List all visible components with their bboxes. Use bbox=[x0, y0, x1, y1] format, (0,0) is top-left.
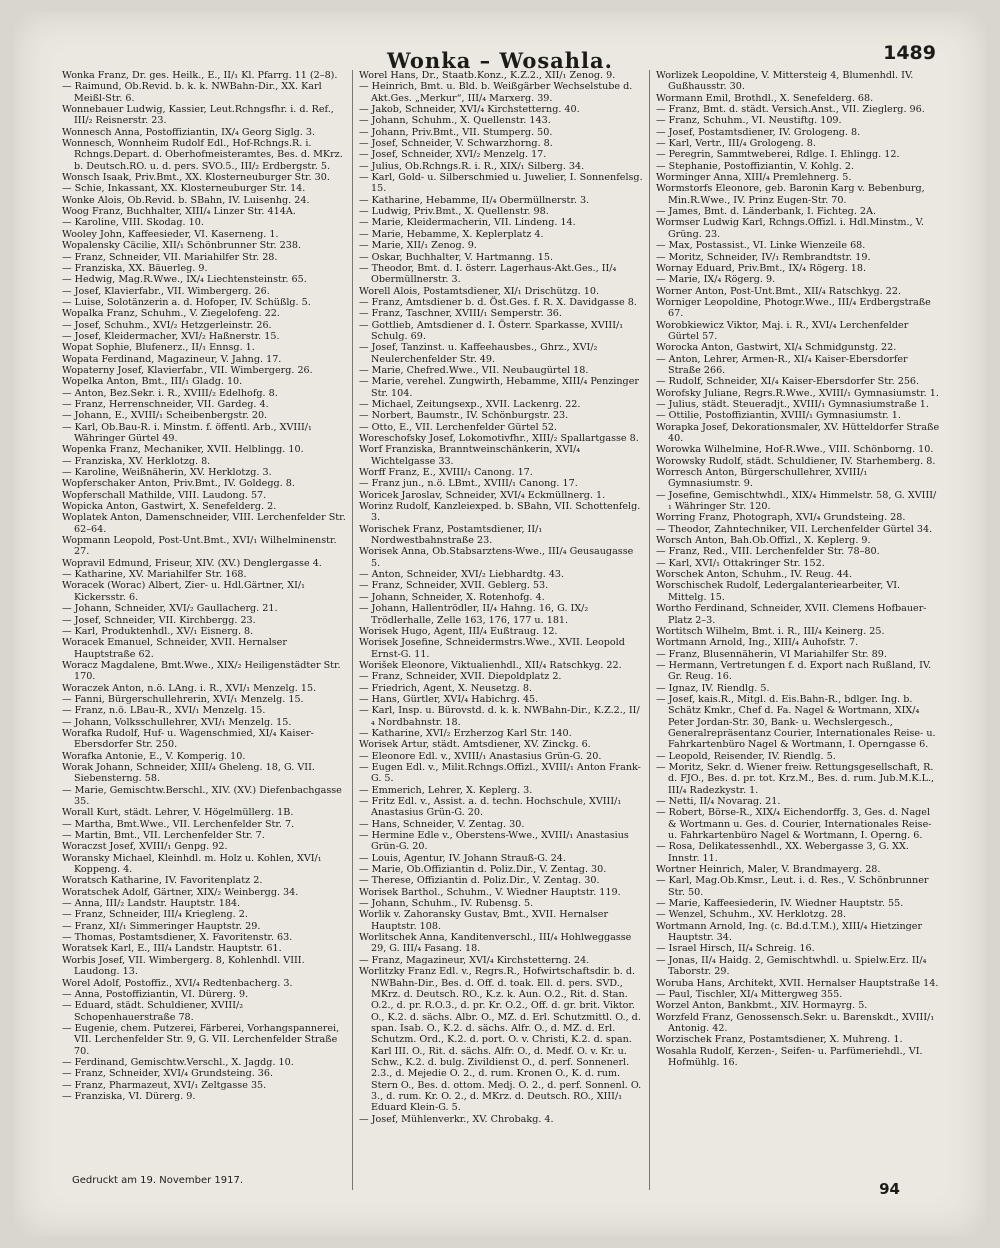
directory-entry: Worocka Anton, Gastwirt, XI/₄ Schmidgunstg. 22. bbox=[656, 342, 897, 354]
directory-entry: — Franz, Bmt. d. städt. Versich.Anst., VII. Zieglerg. 96. bbox=[656, 104, 925, 116]
directory-entry: — Josef, Tanzinst. u. Kaffeehausbes., Ghrz., XVI/₂ Neulerchenfelder Str. 49. bbox=[359, 342, 598, 365]
directory-entry: — Louis, Agentur, IV. Johann Strauß-G. 24. bbox=[359, 852, 566, 864]
directory-entry: Worisek Artur, städt. Amtsdiener, XV. Zinckg. 6. bbox=[359, 739, 591, 751]
directory-entry: Worniger Leopoldine, Photogr.Wwe., III/₄ Erdbergstraße 67. bbox=[656, 296, 931, 320]
directory-entry: — Johann, Schneider, XVI/₂ Gaullacherg. 21. bbox=[62, 603, 278, 615]
directory-entry: Wopravil Edmund, Friseur, XIV. (XV.) Denglergasse 4. bbox=[62, 557, 322, 569]
directory-entry: — Karl, Ob.Bau-R. i. Minstm. f. öffentl. Arb., XVIII/₁ Währinger Gürtel 49. bbox=[62, 421, 312, 444]
running-title: Wonka – Wosahla. bbox=[387, 48, 613, 73]
directory-entry: Worner Anton, Post-Unt.Bmt., XII/₄ Ratschkyg. 22. bbox=[656, 285, 902, 297]
directory-entry: — Friedrich, Agent, X. Neusetzg. 8. bbox=[359, 682, 533, 694]
directory-entry: — Eduard, städt. Schuldiener, XVIII/₂ Schopenhauerstraße 78. bbox=[62, 1000, 244, 1023]
directory-entry: Worel Hans, Dr., Staatb.Konz., K.Z.2., XII/₁ Zenog. 9. bbox=[359, 70, 616, 81]
directory-entry: Wopaterny Josef, Klavierfabr., VII. Wimbergerg. 26. bbox=[62, 364, 313, 376]
directory-entry: — Theodor, Zahntechniker, VII. Lerchenfelder Gürtel 34. bbox=[656, 523, 933, 535]
directory-entry: Worbis Josef, VII. Wimbergerg. 8, Kohlenhdl. VIII. Laudong. 13. bbox=[62, 954, 305, 978]
directory-entry: — Rosa, Delikatessenhdl., XX. Webergasse 3, G. XX. Innstr. 11. bbox=[656, 841, 909, 864]
directory-entry: — Ignaz, IV. Riendlg. 5. bbox=[656, 682, 770, 694]
directory-entry: Wonke Alois, Ob.Revid. b. SBahn, IV. Luisenhg. 24. bbox=[62, 194, 310, 206]
directory-entry: — Luise, Solotänzerin a. d. Hofoper, IV. Schüßlg. 5. bbox=[62, 296, 311, 308]
directory-entry: Wosahla Rudolf, Kerzen-, Seifen- u. Parfümeriehdl., VI. Hofmühlg. 16. bbox=[656, 1045, 923, 1068]
directory-entry: Worzel Anton, Bankbmt., XIV. Hormayrg. 5. bbox=[656, 1000, 868, 1012]
directory-entry: — Jonas, II/₄ Haidg. 2, Gemischtwhdl. u. Spielw.Erz. II/₄ Taborstr. 29. bbox=[656, 954, 927, 978]
directory-entry: — Heinrich, Bmt. u. Bld. b. Weißgärber Wechselstube d. Akt.Ges. „Merkur“, III/₄ Marxerg. 39. bbox=[359, 81, 633, 104]
directory-entry: — Johann, Priv.Bmt., VII. Stumperg. 50. bbox=[359, 126, 553, 138]
directory-entry: — Franz, Red., VIII. Lerchenfelder Str. 78–80. bbox=[656, 546, 880, 558]
directory-entry: — Hans, Gürtler, XVI/₄ Habichrg. 45. bbox=[359, 693, 539, 705]
directory-entry: Wonka Franz, Dr. ges. Heilk., E., II/₁ Kl. Pfarrg. 11 (2–8). bbox=[62, 70, 338, 81]
directory-entry: — Jakob, Schneider, XVI/₄ Kirchstetterng. 40. bbox=[359, 104, 580, 116]
directory-entry: — Leopold, Reisender, IV. Riendlg. 5. bbox=[656, 750, 836, 762]
directory-entry: Worowsky Rudolf, städt. Schuldiener, IV. Starhemberg. 8. bbox=[656, 455, 936, 467]
page-header bbox=[14, 32, 986, 72]
directory-entry: Wopferschall Mathilde, VIII. Laudong. 57. bbox=[62, 489, 267, 501]
directory-entry: Worzfeld Franz, Genossensch.Sekr. u. Barenskdt., XVIII/₁ Antonig. 42. bbox=[656, 1011, 935, 1034]
directory-entry: — Franz, Schneider, VII. Mariahilfer Str. 28. bbox=[62, 251, 278, 263]
directory-entry: Worafka Rudolf, Huf- u. Wagenschmied, XI/₄ Kaiser-Ebersdorfer Str. 250. bbox=[62, 727, 314, 751]
directory-entry: — Marie, Kleidermacherin, VII. Lindeng. 14. bbox=[359, 217, 576, 229]
directory-entry: Woracek Emanuel, Schneider, XVII. Hernalser Hauptstraße 62. bbox=[62, 637, 287, 660]
directory-entry: — Franziska, XX. Bäuerleg. 9. bbox=[62, 262, 208, 274]
directory-entry: — Josef, Schneider, XVI/₂ Menzelg. 17. bbox=[359, 149, 547, 161]
directory-entry: — Johann, Volksschullehrer, XVI/₁ Menzelg. 15. bbox=[62, 716, 292, 728]
directory-entry: — Raimund, Ob.Revid. b. k. k. NWBahn-Dir., XX. Karl Meißl-Str. 6. bbox=[62, 81, 322, 104]
directory-entry: — Josef, Schuhm., XVI/₂ Hetzgerleinstr. 26. bbox=[62, 319, 272, 331]
directory-entry: Wortitsch Wilhelm, Bmt. i. R., III/₄ Keinerg. 25. bbox=[656, 625, 885, 637]
directory-entry: — James, Bmt. d. Länderbank, I. Fichteg. 2A. bbox=[656, 206, 876, 218]
directory-entry: — Paul, Tischler, XI/₄ Mittergweg 355. bbox=[656, 988, 843, 1000]
directory-entry: — Johann, Schneider, X. Rotenhofg. 4. bbox=[359, 591, 545, 603]
directory-columns bbox=[56, 70, 946, 1190]
directory-entry: Woraczst Josef, XVIII/₁ Genpg. 92. bbox=[62, 841, 228, 853]
directory-entry: — Marie, Hebamme, X. Keplerplatz 4. bbox=[359, 228, 544, 240]
directory-entry: — Marie, verehel. Zungwirth, Hebamme, XIII/₄ Penzinger Str. 104. bbox=[359, 376, 639, 399]
directory-entry: Worlizek Leopoldine, V. Mittersteig 4, Blumenhdl. IV. Gußhausstr. 30. bbox=[656, 70, 914, 93]
directory-entry: — Oskar, Buchhalter, V. Hartmanng. 15. bbox=[359, 251, 554, 263]
directory-entry: Worobkiewicz Viktor, Maj. i. R., XVI/₄ Lerchenfelder Gürtel 57. bbox=[656, 319, 909, 342]
directory-entry: Wornay Eduard, Priv.Bmt., IX/₄ Rögerg. 18. bbox=[656, 262, 867, 274]
directory-entry: Wopelka Anton, Bmt., III/₁ Gladg. 10. bbox=[62, 376, 243, 388]
directory-entry: — Johann, Schuhm., IV. Rubensg. 5. bbox=[359, 898, 534, 910]
directory-entry: Wortmann Arnold, Ing., XIII/₄ Auhofstr. 7. bbox=[656, 637, 859, 649]
column-2 bbox=[352, 70, 649, 1190]
directory-entry: — Franz, Schneider, III/₄ Kriegleng. 2. bbox=[62, 909, 248, 921]
directory-entry: — Marie, Gemischtw.Berschl., XIV. (XV.) Diefenbachgasse 35. bbox=[62, 784, 342, 807]
directory-entry: — Wenzel, Schuhm., XV. Herklotzg. 28. bbox=[656, 909, 847, 921]
directory-entry: — Franz, Pharmazeut, XVI/₁ Zeltgasse 35. bbox=[62, 1079, 267, 1091]
directory-entry: — Rudolf, Schneider, XI/₄ Kaiser-Ebersdorfer Str. 256. bbox=[656, 376, 920, 388]
directory-entry: — Hermann, Vertretungen f. d. Export nach Rußland, IV. Gr. Reug. 16. bbox=[656, 659, 932, 683]
directory-entry: — Franz, Blusennäherin, VI Mariahilfer Str. 89. bbox=[656, 648, 887, 660]
directory-entry: Worsch Anton, Bah.Ob.Offizl., X. Keplerg. 9. bbox=[656, 535, 871, 547]
directory-entry: Worell Alois, Postamtsdiener, XI/₁ Drischützg. 10. bbox=[359, 285, 600, 297]
directory-entry: — Michael, Zeitungsexp., XVII. Lackenrg. 22. bbox=[359, 398, 581, 410]
directory-entry: Wopenka Franz, Mechaniker, XVII. Helblingg. 10. bbox=[62, 444, 304, 456]
directory-entry: Worisek Anna, Ob.Stabsarztens-Wwe., III/₄ Geusaugasse 5. bbox=[359, 546, 634, 569]
directory-entry: Woransky Michael, Kleinhdl. m. Holz u. Kohlen, XVI/₁ Koppeng. 4. bbox=[62, 852, 322, 876]
directory-entry: — Franz, Schuhm., VI. Neustiftg. 109. bbox=[656, 115, 842, 127]
directory-entry: — Franz, Schneider, XVII. Diepoldplatz 2. bbox=[359, 671, 562, 683]
directory-entry: — Josef, Schneider, V. Schwarzhorng. 8. bbox=[359, 138, 553, 150]
column-3 bbox=[649, 70, 946, 1190]
directory-entry: — Netti, II/₄ Novarag. 21. bbox=[656, 796, 781, 807]
directory-entry: Worisek Hugo, Agent, III/₄ Eußtraug. 12. bbox=[359, 625, 558, 637]
directory-entry: — Josef, Postamtsdiener, IV. Grologeng. 8. bbox=[656, 126, 861, 138]
directory-entry: — Moritz, Schneider, IV/₁ Rembrandtstr. 19. bbox=[656, 251, 871, 263]
directory-entry: — Franz, Schneider, XVII. Geblerg. 53. bbox=[359, 580, 549, 592]
directory-entry: — Franz, Schneider, XVI/₄ Grundsteing. 36. bbox=[62, 1068, 274, 1080]
directory-entry: — Anton, Lehrer, Armen-R., XI/₄ Kaiser-Ebersdorfer Straße 266. bbox=[656, 353, 908, 376]
directory-entry: — Julius, Ob.Rchngs.R. i. R., XIX/₁ Silberg. 34. bbox=[359, 160, 585, 172]
directory-entry: — Ottilie, Postoffiziantin, XVIII/₁ Gymnasiumstr. 1. bbox=[656, 410, 901, 422]
directory-page bbox=[14, 12, 986, 1236]
directory-entry: — Anton, Bez.Sekr. i. R., XVIII/₂ Edelhofg. 8. bbox=[62, 387, 278, 399]
directory-entry: Worapka Josef, Dekorationsmaler, XV. Hütteldorfer Straße 40. bbox=[656, 421, 940, 444]
directory-entry: — Franziska, VI. Dürerg. 9. bbox=[62, 1090, 196, 1102]
directory-entry: — Moritz, Sekr. d. Wiener freiw. Rettungsgesellschaft, R. d. FJO., Bes. d. pr. tot. Krz.M., Bes. d. rum. Jub.M.K.L., III/₄ Radezkystr. 1. bbox=[656, 761, 935, 796]
directory-entry: Wormann Emil, Brothdl., X. Senefelderg. 68. bbox=[656, 92, 874, 104]
directory-entry: Worischek Franz, Postamtsdiener, II/₁ Nordwestbahnstraße 23. bbox=[359, 523, 543, 547]
directory-entry: — Norbert, Baumstr., IV. Schönburgstr. 23. bbox=[359, 410, 569, 422]
directory-entry: — Hans, Schneider, V. Zentag. 30. bbox=[359, 818, 525, 830]
directory-entry: Worofsky Juliane, Regrs.R.Wwe., XVIII/₁ Gymnasiumstr. 1. bbox=[656, 387, 939, 399]
directory-entry: Wonnesch Anna, Postoffiziantin, IX/₄ Georg Siglg. 3. bbox=[62, 126, 316, 138]
directory-entry: Worminger Anna, XIII/₄ Premlehnerg. 5. bbox=[656, 172, 852, 184]
directory-entry: — Hedwig, Mag.R.Wwe., IX/₄ Liechtensteinstr. 65. bbox=[62, 274, 307, 286]
directory-entry: — Franz, Taschner, XVIII/₁ Semperstr. 36. bbox=[359, 308, 562, 320]
directory-entry: — Karoline, Weißnäherin, XV. Herklotzg. 3. bbox=[62, 467, 272, 479]
directory-entry: — Martha, Bmt.Wwe., VII. Lerchenfelder Str. 7. bbox=[62, 818, 295, 830]
directory-entry: Wonnesch, Wonnheim Rudolf Edl., Hof-Rchngs.R. i. Rchngs.Depart. d. Oberhofmeisteramtes, Bes. d. MKrz. b. Deutsch.RO. u. d. pers. SVO.5., III/₂ Erdbergstr. 5. bbox=[62, 138, 343, 172]
directory-entry: Wonnebauer Ludwig, Kassier, Leut.Rchngsfhr. i. d. Ref., III/₂ Reisnerstr. 23. bbox=[62, 104, 334, 127]
sheet-number: 94 bbox=[879, 1180, 900, 1198]
directory-entry: — Stephanie, Postoffiziantin, V. Kohlg. 2. bbox=[656, 160, 854, 172]
directory-entry: — Franz, Amtsdiener b. d. Öst.Ges. f. R. X. Davidgasse 8. bbox=[359, 296, 637, 308]
directory-entry: Wortner Heinrich, Maler, V. Brandmayerg. 28. bbox=[656, 864, 881, 876]
directory-entry: — Josefine, Gemischtwhdl., XIX/₄ Himmelstr. 58, G. XVIII/₁ Währinger Str. 120. bbox=[656, 489, 937, 513]
directory-entry: — Marie, Ob.Offiziantin d. Poliz.Dir., V. Zentag. 30. bbox=[359, 864, 607, 876]
directory-entry: Wooley John, Kaffeesieder, VI. Kaserneng. 1. bbox=[62, 228, 279, 240]
directory-entry: Worinz Rudolf, Kanzleiexped. b. SBahn, VII. Schottenfelg. 3. bbox=[359, 501, 641, 524]
directory-entry: — Therese, Offiziantin d. Poliz.Dir., V. Zentag. 30. bbox=[359, 875, 600, 887]
directory-entry: — Franz, XI/₁ Simmeringer Hauptstr. 29. bbox=[62, 920, 261, 932]
directory-entry: Worisek Barthol., Schuhm., V. Wiedner Hauptstr. 119. bbox=[359, 886, 621, 898]
print-date: Gedruckt am 19. November 1917. bbox=[72, 1175, 244, 1186]
directory-entry: — Karoline, VIII. Skodag. 10. bbox=[62, 217, 204, 229]
directory-entry: Woricek Jaroslav, Schneider, XVI/₄ Eckmüllnerg. 1. bbox=[359, 489, 606, 501]
directory-entry: Wopmann Leopold, Post-Unt.Bmt., XVI/₁ Wilhelminenstr. 27. bbox=[62, 535, 337, 558]
directory-entry: — Katharine, XV. Mariahilfer Str. 168. bbox=[62, 569, 247, 581]
directory-entry: — Eugen Edl. v., Milit.Rchngs.Offizl., XVIII/₁ Anton Frank-G. 5. bbox=[359, 761, 641, 785]
directory-entry: Worff Franz, E., XVIII/₁ Canong. 17. bbox=[359, 467, 533, 479]
directory-entry: Worafka Antonie, E., V. Komperig. 10. bbox=[62, 750, 246, 762]
directory-entry: — Peregrin, Sammtweberei, Rdlge. I. Ehlingg. 12. bbox=[656, 149, 900, 161]
directory-entry: Wortho Ferdinand, Schneider, XVII. Clemens Hofbauer-Platz 2–3. bbox=[656, 603, 927, 626]
column-1 bbox=[56, 70, 352, 1190]
directory-entry: Wormser Ludwig Karl, Rchngs.Offizl. i. Hdl.Minstm., V. Grüng. 23. bbox=[656, 217, 924, 240]
directory-entry: — Josef, Klavierfabr., VII. Wimbergerg. 26. bbox=[62, 285, 270, 297]
directory-entry: Wonsch Isaak, Priv.Bmt., XX. Klosterneuburger Str. 30. bbox=[62, 172, 330, 184]
directory-entry: — Karl, Mag.Ob.Kmsr., Leut. i. d. Res., V. Schönbrunner Str. 50. bbox=[656, 875, 929, 898]
directory-entry: — Theodor, Bmt. d. I. österr. Lagerhaus-Akt.Ges., II/₄ Obermüllnerstr. 3. bbox=[359, 262, 617, 286]
directory-entry: Worring Franz, Photograph, XVI/₄ Grundsteing. 28. bbox=[656, 512, 906, 524]
directory-entry: — Franz, Magazineur, XVI/₄ Kirchstetterng. 24. bbox=[359, 954, 590, 966]
directory-entry: Wortmann Arnold, Ing. (c. Bd.d.T.M.), XIII/₄ Hietzinger Hauptstr. 34. bbox=[656, 920, 923, 944]
directory-entry: — Marie, XII/₁ Zenog. 9. bbox=[359, 240, 477, 252]
directory-entry: — Fanni, Bürgerschullehrerin, XVI/₁ Menzelg. 15. bbox=[62, 693, 304, 705]
directory-entry: — Franz, n.ö. LBau-R., XVI/₁ Menzelg. 15. bbox=[62, 705, 266, 717]
directory-entry: — Ludwig, Priv.Bmt., X. Quellenstr. 98. bbox=[359, 206, 549, 218]
directory-entry: — Thomas, Postamtsdiener, X. Favoritenstr. 63. bbox=[62, 932, 293, 944]
directory-entry: — Anna, Postoffiziantin, VI. Dürerg. 9. bbox=[62, 988, 249, 1000]
directory-entry: Woracz Magdalene, Bmt.Wwe., XIX/₂ Heiligenstädter Str. 170. bbox=[62, 659, 341, 683]
directory-entry: — Schie, Inkassant, XX. Klosterneuburger Str. 14. bbox=[62, 183, 306, 195]
directory-entry: — Franz, Herrenschneider, VII. Gardeg. 4. bbox=[62, 398, 269, 410]
directory-entry: — Karl, Produktenhdl., XV/₁ Eisnerg. 8. bbox=[62, 625, 254, 637]
directory-entry: — Josef, kais.R., Mitgl. d. Eis.Bahn-R., bdlger. Ing. b. Schätz Kmkr., Chef d. Fa. Nagel & Wortmann, XIX/₄ Peter Jordan-Str. 30, Bank- u. Wechslergesch., Generalrepräsentanz Courier, Internationales Reise- u. Fahrkartenbüro Nagel & Wortmann, I. Operngasse 6. bbox=[656, 693, 936, 751]
directory-entry: Worowka Wilhelmine, Hof-R.Wwe., VIII. Schönborng. 10. bbox=[656, 444, 934, 456]
directory-entry: — Otto, E., VII. Lerchenfelder Gürtel 52. bbox=[359, 421, 557, 433]
directory-entry: Wopicka Anton, Gastwirt, X. Senefelderg. 2. bbox=[62, 501, 277, 513]
directory-entry: — Hermine Edle v., Oberstens-Wwe., XVIII/₁ Anastasius Grün-G. 20. bbox=[359, 830, 629, 853]
directory-entry: — Karl, Vertr., III/₄ Grologeng. 8. bbox=[656, 138, 816, 150]
directory-entry: — Karl, Gold- u. Silberschmied u. Juwelier, I. Sonnenfelsg. 15. bbox=[359, 172, 643, 195]
directory-entry: — Anton, Schneider, XVI/₂ Liebhardtg. 43. bbox=[359, 569, 565, 581]
directory-entry: Woruba Hans, Architekt, XVII. Hernalser Hauptstraße 14. bbox=[656, 977, 939, 989]
directory-entry: Wopalensky Cäcilie, XII/₁ Schönbrunner Str. 238. bbox=[62, 240, 302, 252]
directory-entry: — Marie, IX/₄ Rögerg. 9. bbox=[656, 274, 776, 286]
directory-entry: Woplatek Anton, Damenschneider, VIII. Lerchenfelder Str. 62–64. bbox=[62, 512, 346, 535]
directory-entry: Worel Adolf, Postoffiz., XVI/₄ Redtenbacherg. 3. bbox=[62, 977, 293, 989]
directory-entry: Woreschofsky Josef, Lokomotivfhr., XIII/₂ Spallartgasse 8. bbox=[359, 433, 639, 444]
directory-entry: — Gottlieb, Amtsdiener d. I. Österr. Sparkasse, XVIII/₁ Schulg. 69. bbox=[359, 319, 624, 342]
directory-entry: Worišek Eleonore, Viktualienhdl., XII/₄ Ratschkyg. 22. bbox=[359, 659, 622, 671]
directory-entry: — Emmerich, Lehrer, X. Keplerg. 3. bbox=[359, 784, 533, 796]
directory-entry: Worzischek Franz, Postamtsdiener, X. Muhreng. 1. bbox=[656, 1034, 903, 1046]
directory-entry: — Eleonore Edl. v., XVIII/₁ Anastasius Grün-G. 20. bbox=[359, 750, 602, 762]
directory-entry: — Fritz Edl. v., Assist. a. d. techn. Hochschule, XVIII/₁ Anastasius Grün-G. 20. bbox=[359, 796, 622, 819]
directory-entry: Wopalka Franz, Schuhm., V. Ziegelofeng. 22. bbox=[62, 308, 280, 320]
directory-entry: — Katharine, XVI/₂ Erzherzog Karl Str. 140. bbox=[359, 727, 572, 739]
directory-entry: — Martin, Bmt., VII. Lerchenfelder Str. 7. bbox=[62, 830, 265, 842]
directory-entry: — Karl, Insp. u. Bürovstd. d. k. k. NWBahn-Dir., K.Z.2., II/₄ Nordbahnstr. 18. bbox=[359, 705, 640, 728]
directory-entry: — Josef, Mühlenverkr., XV. Chrobakg. 4. bbox=[359, 1113, 554, 1125]
page-number: 1489 bbox=[883, 42, 936, 64]
directory-entry: Woraczek Anton, n.ö. LAng. i. R., XVI/₁ Menzelg. 15. bbox=[62, 682, 317, 694]
directory-entry: Woog Franz, Buchhalter, XIII/₄ Linzer Str. 414A. bbox=[62, 206, 296, 218]
directory-entry: — Robert, Börse-R., XIX/₄ Eichendorffg. 3, Ges. d. Nagel & Wortmann u. Ges. d. Courier, Internationales Reise- u. Fahrkartenbüro Nagel & Wortmann, I. Operng. 6. bbox=[656, 807, 932, 842]
directory-entry: Worak Johann, Schneider, XIII/₄ Gheleng. 18, G. VII. Siebensterng. 58. bbox=[62, 761, 315, 785]
directory-entry: — Anna, III/₂ Landstr. Hauptstr. 184. bbox=[62, 898, 241, 910]
directory-entry: Woratschek Adolf, Gärtner, XIX/₂ Weinbergg. 34. bbox=[62, 886, 299, 898]
directory-entry: — Johann, E., XVIII/₁ Scheibenbergstr. 20. bbox=[62, 410, 268, 422]
directory-entry: Worall Kurt, städt. Lehrer, V. Högelmüllerg. 1B. bbox=[62, 807, 294, 819]
directory-entry: Woratsch Katharine, IV. Favoritenplatz 2. bbox=[62, 875, 263, 887]
directory-entry: Wopat Sophie, Blufenerz., II/₁ Ennsg. 1. bbox=[62, 342, 255, 354]
directory-entry: — Marie, Kaffeesiederin, IV. Wiedner Hauptstr. 55. bbox=[656, 898, 904, 910]
directory-entry: — Marie, Chefred.Wwe., VII. Neubaugürtel 18. bbox=[359, 364, 589, 376]
directory-entry: Worschischek Rudolf, Ledergalanteriearbeiter, VI. Mittelg. 15. bbox=[656, 580, 901, 603]
directory-entry: — Johann, Schuhm., X. Quellenstr. 143. bbox=[359, 115, 551, 127]
directory-entry: Wopata Ferdinand, Magazineur, V. Jahng. 17. bbox=[62, 353, 282, 365]
directory-entry: — Katharine, Hebamme, II/₄ Obermüllnerstr. 3. bbox=[359, 194, 590, 206]
directory-entry: Wopferschaker Anton, Priv.Bmt., IV. Goldegg. 8. bbox=[62, 478, 295, 490]
directory-entry: Worisek Josefine, Schneidermstrs.Wwe., XVII. Leopold Ernst-G. 11. bbox=[359, 637, 625, 660]
directory-entry: — Franziska, XV. Herklotzg. 8. bbox=[62, 455, 211, 467]
directory-entry: — Julius, städt. Steueradjt., XVIII/₁ Gymnasiumstraße 1. bbox=[656, 398, 929, 410]
directory-entry: — Josef, Schneider, VII. Kirchbergg. 23. bbox=[62, 614, 256, 626]
directory-entry: Worlitschek Anna, Kanditenverschl., III/₄ Hohlweggasse 29, G. III/₄ Fasang. 18. bbox=[359, 932, 632, 955]
directory-entry: Wormstorfs Eleonore, geb. Baronin Karg v. Bebenburg, Min.R.Wwe., IV. Prinz Eugen-Str. 70. bbox=[656, 183, 925, 206]
directory-entry: — Max, Postassist., VI. Linke Wienzeile 68. bbox=[656, 240, 866, 252]
directory-entry: — Eugenie, chem. Putzerei, Färberei, Vorhangspannerei, VII. Lerchenfelder Str. 9, G. VII. Lerchenfelder Straße 70. bbox=[62, 1022, 340, 1057]
directory-entry: Worlitzky Franz Edl. v., Regrs.R., Hofwirtschaftsdir. b. d. NWBahn-Dir., Bes. d. Off. d. toak. Ell. d. pers. SVD., MKrz. d. Deutsch. RO., K.z. k. Aun. O.2., Rit. d. Stan. O.2., d. pr. R.O.3., d. pr. Kr. O.2., Off. d. gr. brit. Viktor. O., K.2. d. sächs. Albr. O., MZ. d. Erl. Schutzmittl. O., d. span. Isab. O., K.2. d. sächs. Alfr. O., d. MZ. d. Erl. Schutzm. Ord., K.2. d. port. O. v. Christi, K.2. d. span. Karl III. O., Rit. d. sächs. Alfr. O., d. Medf. O. v. Kr. u. Schw., K.2. d. bulg. Zivildienst O., d. perf. Sonnenerl. 2.3., d. Mejedie O. 2., d. rum. Kronen O., K. d. rum. Stern O., Bes. d. ottom. Medj. O. 2., d. perf. Sonnenl. O. 3., d. rum. Kr. O. 2., d. MKrz. d. Deutsch. RO., XIII/₁ Eduard Klein-G. 5. bbox=[359, 966, 642, 1114]
directory-entry: Worlik v. Zahoransky Gustav, Bmt., XVII. Hernalser Hauptstr. 108. bbox=[359, 909, 609, 932]
directory-entry: Woratsek Karl, E., III/₄ Landstr. Hauptstr. 61. bbox=[62, 943, 282, 955]
directory-entry: — Franz jun., n.ö. LBmt., XVIII/₁ Canong. 17. bbox=[359, 478, 578, 490]
directory-entry: — Johann, Hallentrödler, II/₄ Hahng. 16, G. IX/₂ Trödlerhalle, Zelle 163, 176, 177 u. 181. bbox=[359, 603, 589, 626]
directory-entry: — Josef, Kleidermacher, XVI/₂ Haßnerstr. 15. bbox=[62, 330, 280, 342]
directory-entry: — Ferdinand, Gemischtw.Verschl., X. Jagdg. 10. bbox=[62, 1056, 294, 1068]
directory-entry: Worschek Anton, Schuhm., IV. Reug. 44. bbox=[656, 569, 853, 581]
directory-entry: — Israel Hirsch, II/₄ Schreig. 16. bbox=[656, 943, 815, 955]
directory-entry: Worresch Anton, Bürgerschullehrer, XVIII/₁ Gymnasiumstr. 9. bbox=[656, 467, 868, 490]
directory-entry: Worf Franziska, Branntweinschänkerin, XVI/₄ Wichtelgasse 33. bbox=[359, 444, 581, 467]
directory-entry: Woracek (Worac) Albert, Zier- u. Hdl.Gärtner, XI/₁ Kickersstr. 6. bbox=[62, 580, 305, 603]
directory-entry: — Karl, XVI/₁ Ottakringer Str. 152. bbox=[656, 557, 825, 569]
